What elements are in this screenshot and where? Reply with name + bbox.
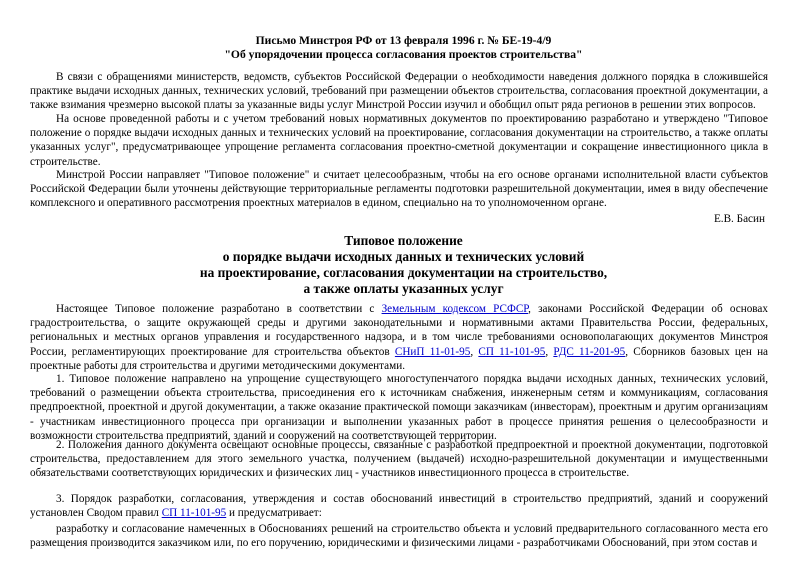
letter-title: Письмо Минстроя РФ от 13 февраля 1996 г. № БЕ-19-4/9: [255, 34, 552, 47]
regulation-title-line: Типовое положение: [344, 233, 463, 248]
regulation-item-3: [30, 492, 768, 520]
letter-subtitle: "Об упорядочении процесса согласования проектов строительства": [224, 48, 583, 61]
signature: Е.В. Басин: [713, 213, 765, 225]
rds-11-201-95-link[interactable]: РДС 11-201-95: [553, 345, 626, 358]
regulation-title-line: на проектирование, согласования документации на строительство,: [199, 265, 608, 280]
sp-11-101-95-link[interactable]: СП 11-101-95: [478, 345, 546, 358]
letter-paragraph: На основе проведенной работы и с учетом требований новых нормативных документов по проектированию разработано и утверждено "Типовое положение о порядке выдачи исходных данных и технических условий на проектирование, согласования документации на строительство, а также оплаты указанных услуг", предусматривающее упрощение регламента согласования проектно-сметной документации и сокращение инвестиционного цикла в строительстве.: [30, 113, 768, 168]
land-code-link[interactable]: Земельным кодексом РСФСР: [381, 303, 529, 315]
intro-text: Настоящее Типовое положение разработано в соответствии с: [56, 303, 382, 315]
regulation-item-3-subitem: разработку и согласование намеченных в Обоснованиях решений на строительство объекта и условий предварительного согласованного места его размещения производится заказчиком или, по его поручению, юридическими и физическими лицами - разработчиками Обоснований, при этом состав и: [30, 523, 768, 550]
letter-paragraph: В связи с обращениями министерств, ведомств, субъектов Российской Федерации о необходимости наведения должного порядка в сложившейся практике выдачи исходных данных, технических условий, требований при размещении объектов строительства, согласования проектной документации, а также взимания чрезмерно высокой платы за указанные виды услуг Минстрой России изучил и обобщил опыт ряда регионов в решении этих вопросов.: [30, 71, 768, 112]
letter-paragraph: Минстрой России направляет "Типовое положение" и считает целесообразным, чтобы на его основе органами исполнительной власти субъектов Российской Федерации были уточнены действующие территориальные регламенты подготовки разрешительной документации, имея в виду обеспечение комплексного и оперативного рассмотрения проектных материалов в едином, специально на то уполномоченном органе.: [30, 169, 768, 210]
separator: ,: [470, 345, 479, 358]
regulation-item-1: 1. Типовое положение направлено на упрощение существующего многоступенчатого порядка выдачи исходных данных, технических условий, требований о размещении объекта строительства, присоединения его к источникам снабжения, инженерным сетям и коммуникациям, согласования предпроектной, проектной и другой документации, а также оказание практической помощи заказчикам (инвесторам), проектным и другим организациям - участникам инвестиционного процесса при организации и выполнении указанных работ в процессе принятия решения о целесообразности и возможности строительства предприятий, зданий и сооружений на соответствующей территории.: [30, 373, 768, 442]
separator: ,: [545, 345, 554, 358]
regulation-title-line: а также оплаты указанных услуг: [303, 281, 504, 296]
sp-11-101-95-link[interactable]: СП 11-101-95: [161, 507, 227, 520]
snip-11-01-95-link[interactable]: СНиП 11-01-95: [394, 345, 471, 358]
regulation-title-line: о порядке выдачи исходных данных и технических условий: [222, 249, 585, 264]
item-text: 3. Порядок разработки, согласования, утверждения и состав обоснований инвестиций в строительство предприятий, зданий и сооружений установлен Сводом правил: [30, 493, 768, 520]
regulation-item-2: 2. Положения данного документа освещают основные процессы, связанные с разработкой предпроектной и проектной документации, подготовкой строительства, предоставлением для этого земельного участка, получением (выдачей) исходно-разрешительной документации и имущественными обязательствами соответствующих юридических и физических лиц - участников инвестиционного процесса в строительстве.: [30, 439, 768, 480]
item-text: и предусматривает:: [226, 507, 322, 520]
intro-text: , законами Российской Федерации об основах градостроительства, о защите окружающей среды и другими законодательными и нормативными актами Правительства России, федеральных, региональных и местных органов управления и государственного надзора, и в том числе требованиями основополагающих документов Минстроя России, регламентирующих проектирование для строительства объектов: [30, 303, 768, 358]
regulation-intro: [30, 302, 768, 373]
intro-text: , Сборников базовых цен на проектные работы для строительства и другими методическими документами.: [30, 345, 769, 372]
